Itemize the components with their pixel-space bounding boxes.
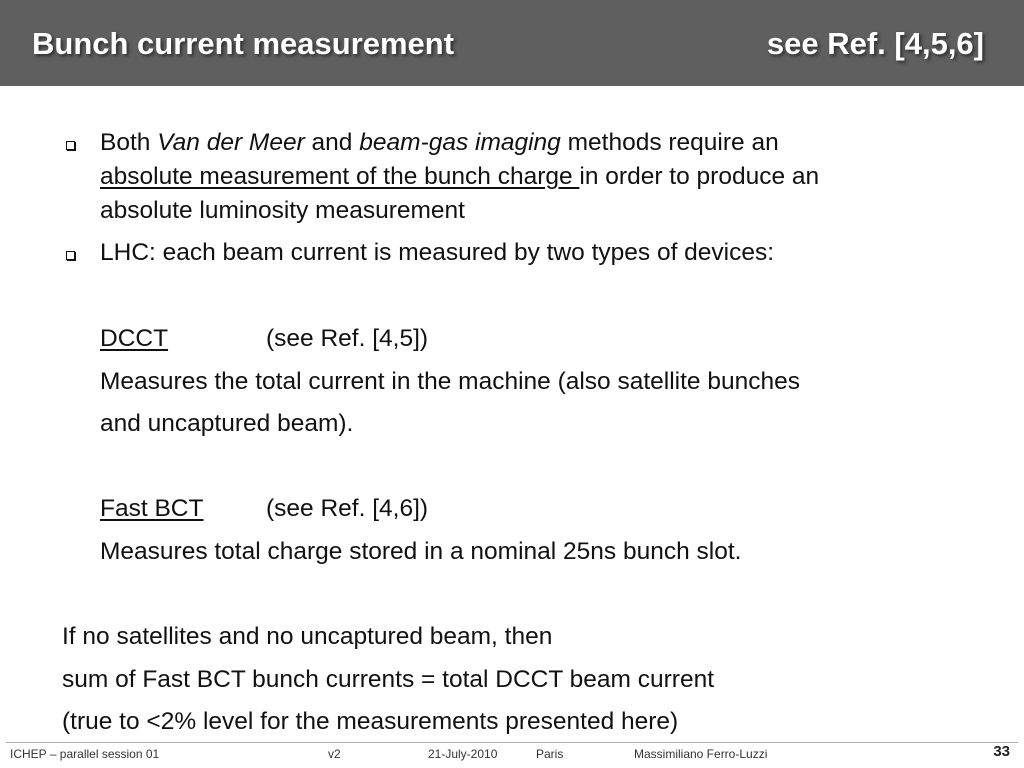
- bullet-square-icon: [66, 141, 75, 150]
- footer-version: v2: [328, 747, 341, 761]
- slide-reference: see Ref. [4,5,6]: [766, 26, 984, 61]
- van-der-meer-text: Van der Meer: [157, 129, 305, 156]
- dcct-reference: (see Ref. [4,5]): [266, 325, 429, 352]
- footer-date: 21-July-2010: [428, 747, 498, 761]
- page-number: 33: [993, 743, 1010, 760]
- conclusion-line-2: sum of Fast BCT bunch currents = total DCCT beam current: [62, 666, 715, 693]
- dcct-heading: DCCT: [100, 325, 169, 352]
- footer-author: Massimiliano Ferro-Luzzi: [634, 747, 768, 761]
- footer-conference: ICHEP – parallel session 01: [10, 747, 160, 761]
- bullet-1-line-2: absolute measurement of the bunch charge in order to produce an: [100, 163, 820, 190]
- footer-divider: [6, 742, 1018, 743]
- bullet-1-line-1: Both Van der Meer and beam-gas imaging methods require an: [100, 129, 779, 156]
- slide-title: Bunch current measurement: [32, 26, 455, 61]
- absolute-measurement-text: absolute measurement of the bunch charge: [100, 163, 580, 190]
- dcct-description-line-2: and uncaptured beam).: [100, 410, 354, 437]
- beam-gas-imaging-text: beam-gas imaging: [359, 129, 561, 156]
- bullet-1-line-3: absolute luminosity measurement: [100, 197, 465, 224]
- fast-bct-heading: Fast BCT: [100, 495, 204, 522]
- bullet-2-text: LHC: each beam current is measured by two types of devices:: [100, 239, 775, 266]
- footer-location: Paris: [536, 747, 564, 761]
- fast-bct-description: Measures total charge stored in a nominal 25ns bunch slot.: [100, 538, 742, 565]
- conclusion-line-1: If no satellites and no uncaptured beam, then: [62, 623, 553, 650]
- fast-bct-reference: (see Ref. [4,6]): [266, 495, 429, 522]
- dcct-description-line-1: Measures the total current in the machine (also satellite bunches: [100, 368, 800, 395]
- bullet-square-icon: [66, 251, 75, 260]
- conclusion-line-3: (true to <2% level for the measurements presented here): [62, 708, 679, 735]
